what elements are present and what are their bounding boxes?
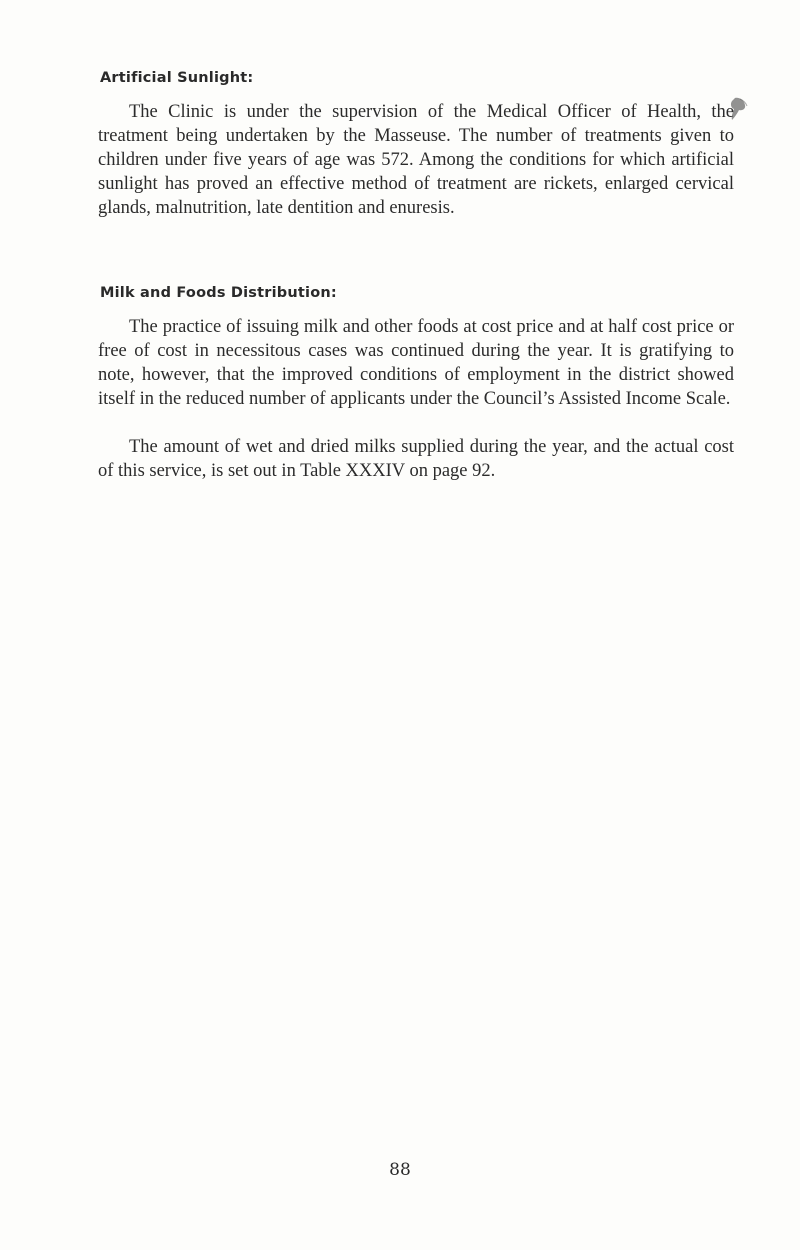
paragraph: The practice of issuing milk and other foods at cost price and at half cost price or free of cost in necessitous cases was continued during the year. It is gratifying to note, however, that the improved conditions of employment in the district showed itself in the reduced number of applicants under the Council’s Assisted Income Scale. [98, 317, 734, 409]
ink-smudge-icon [726, 96, 748, 122]
section-artificial-sunlight [98, 70, 734, 220]
page-number: 88 [389, 1160, 411, 1180]
section-heading: Milk and Foods Distribution: [100, 285, 337, 301]
paragraph: The amount of wet and dried milks supplied during the year, and the actual cost of this service, is set out in Table XXXIV on page 92. [98, 437, 734, 481]
section-milk-and-foods-distribution [98, 285, 734, 483]
paragraph: The Clinic is under the supervision of the Medical Officer of Health, the treatment being undertaken by the Masseuse. The number of treatments given to children under five years of age was 572. Among the conditions for which artificial sunlight has proved an effective method of treatment are rickets, enlarged cervical glands, malnutrition, late dentition and enuresis. [98, 102, 734, 218]
section-heading: Artificial Sunlight: [100, 70, 254, 86]
